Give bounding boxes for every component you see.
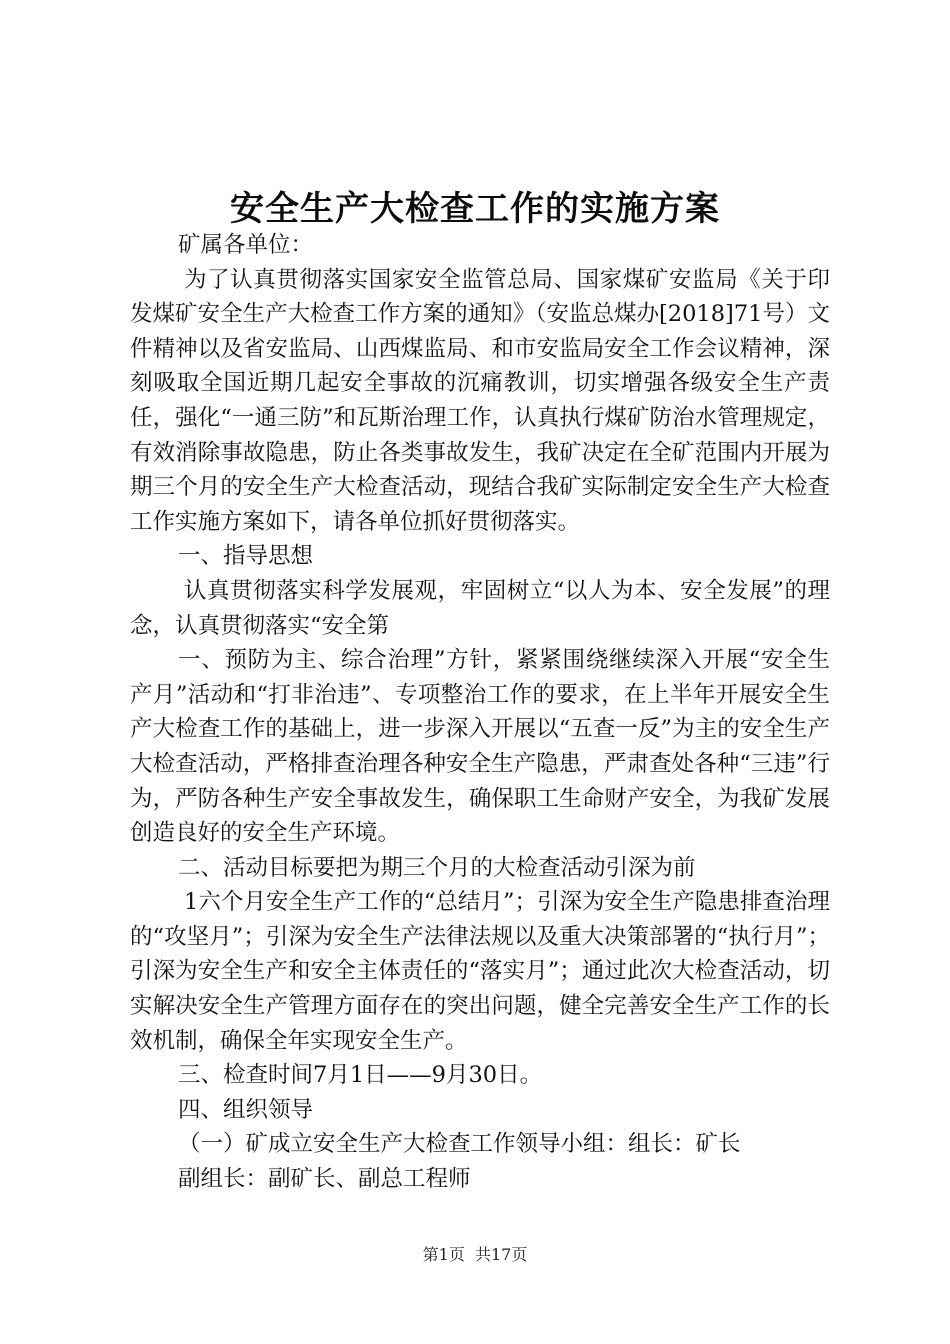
section-heading-4: 四、组织领导 [178, 1096, 314, 1123]
paragraph-intro: 为了认真贯彻落实国家安全监管总局、国家煤矿安监局《关于印发煤矿安全生产大检查工作方案的通知》（安监总煤办[2018]71号）文件精神以及省安监局、山西煤监局、和市安监局安全工作会议精神，深刻吸取全国近期几起安全事故的沉痛教训，切实增强各级安全生产责任，强化“一通三防”和瓦斯治理工作，认真执行煤矿防治水管理规定，有效消除事故隐患，防止各类事故发生，我矿决定在全矿范围内开展为期三个月的安全生产大检查活动，现结合我矿实际制定安全生产大检查工作实施方案如下，请各单位抓好贯彻落实。 [130, 266, 830, 535]
section-heading-1: 一、指导思想 [178, 543, 314, 570]
paragraph-guiding-thought: 认真贯彻落实科学发展观，牢固树立“以人为本、安全发展”的理念，认真贯彻落实“安全第 [130, 577, 830, 639]
paragraph-leadership-group: （一）矿成立安全生产大检查工作领导小组：组长：矿长 [178, 1131, 741, 1158]
salutation: 矿属各单位： [178, 232, 314, 258]
document-body [130, 228, 830, 1197]
paragraph-deputy-leaders: 副组长：副矿长、副总工程师 [178, 1166, 471, 1193]
section-heading-2: 二、活动目标要把为期三个月的大检查活动引深为前 [178, 854, 696, 881]
document-title: 安全生产大检查工作的实施方案 [230, 189, 720, 229]
section-heading-3: 三、检查时间7月1日——9月30日。 [178, 1062, 543, 1089]
paragraph-goals: 1六个月安全生产工作的“总结月”；引深为安全生产隐患排查治理的“攻坚月”；引深为安全生产法律法规以及重大决策部署的“执行月”；引深为安全生产和安全主体责任的“落实月”；通过此次大检查活动，切实解决安全生产管理方面存在的突出问题，健全完善安全生产工作的长效机制，确保全年实现安全生产。 [130, 889, 830, 1054]
page-number-label: 第1页 共17页 [422, 1245, 528, 1264]
paragraph-guiding-thought-cont: 一、预防为主、综合治理”方针，紧紧围绕继续深入开展“安全生产月”活动和“打非治违”、专项整治工作的要求，在上半年开展安全生产大检查工作的基础上，进一步深入开展以“五查一反”为主的安全生产大检查活动，严格排查治理各种安全生产隐患，严肃查处各种“三违”行为，严防各种生产安全事故发生，确保职工生命财产安全，为我矿发展创造良好的安全生产环境。 [130, 647, 830, 847]
page-footer [0, 1244, 950, 1266]
